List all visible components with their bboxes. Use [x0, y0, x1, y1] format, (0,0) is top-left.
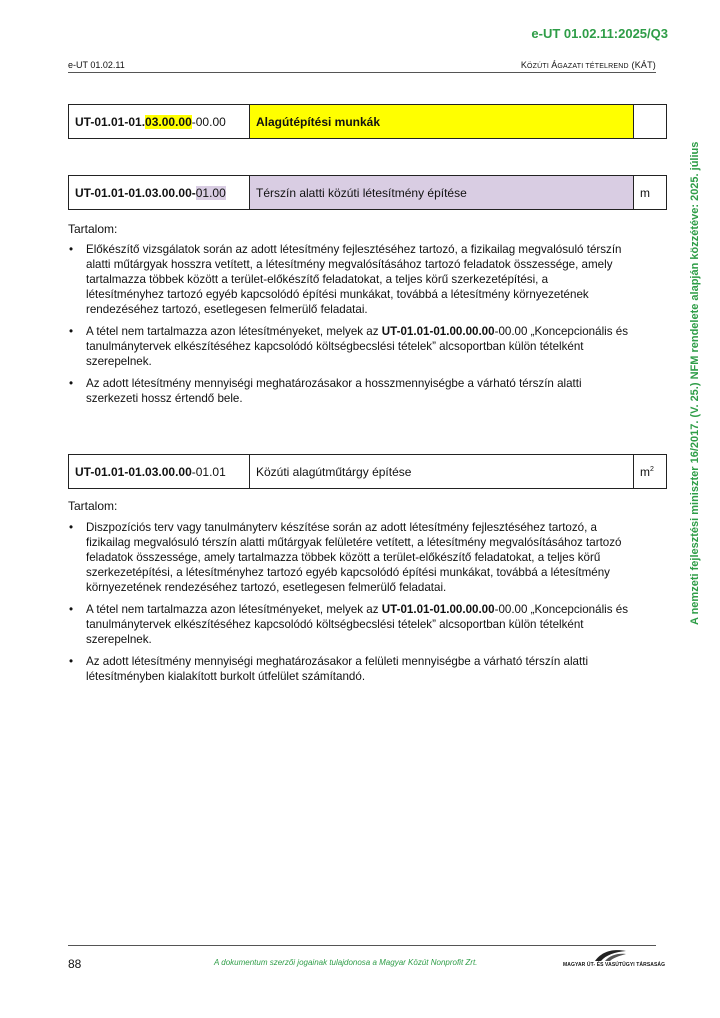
item-code: UT-01.01-01.03.00.00-00.00 [69, 105, 250, 139]
section-label: Tartalom: [68, 222, 118, 236]
item-title: Közúti alagútműtárgy építése [250, 455, 634, 489]
company-logo [563, 948, 666, 970]
section-label: Tartalom: [68, 499, 118, 513]
list-item: • A tétel nem tartalmazza azon létesítményeket, melyek az UT-01.01-01.00.00.00-00.00 „Koncepcionális és tanulmánytervek elkészítéséhez kapcsolódó költségbecslési tételek” alcsoportban külön tételként szerepelnek. [68, 602, 628, 647]
item-row-tunnel-works [68, 104, 667, 139]
header-left-code: e-UT 01.02.11 [68, 60, 125, 70]
page-number: 88 [68, 957, 82, 971]
list-item: • Diszpozíciós terv vagy tanulmányterv készítése során az adott létesítmény fejlesztéséhez tartozó, a fizikailag megvalósuló térszín alatti műtárgyak felületére vetített, a létesítmény megvalósításához tartozó feladatok összessége, amely tartalmazza többek között a terület-előkészítő feladatokat, a teljes körű szerkezetépítési, a létesítményhez tartozó egyéb kapcsolódó építési munkákat, továbbá a létesítmény környezetének rendezéséhez tartozó, esetlegesen felmerülő feladatai. [68, 520, 628, 595]
list-item: • Az adott létesítmény mennyiségi meghatározásakor a felületi mennyiségbe a várható térszín alatti létesítményben kialakított burkolt útfelület számítandó. [68, 654, 628, 684]
header-right-title: KÖZÚTI ÁGAZATI TÉTELREND (KÁT) [520, 60, 656, 70]
list-item: • Az adott létesítmény mennyiségi meghatározásakor a hosszmennyiségbe a várható térszín alatti szerkezeti hossz értendő bele. [68, 376, 628, 406]
item-code: UT-01.01-01.03.00.00-01.01 [69, 455, 250, 489]
item-unit: m [634, 176, 667, 210]
item-code: UT-01.01-01.03.00.00-01.00 [69, 176, 250, 210]
item-unit: $m^2$ [634, 455, 667, 489]
item-title: Térszín alatti közúti létesítmény építése [250, 176, 634, 210]
copyright-notice: A dokumentum szerzői jogainak tulajdonosa a Magyar Közút Nonprofit Zrt. [214, 958, 478, 967]
footer-rule [68, 945, 656, 946]
side-publication-note: A nemzeti fejlesztési miniszter 16/2017. (V. 25.) NFM rendelete alapján közzétéve: 2025. július [689, 141, 701, 625]
item-title: Alagútépítési munkák [250, 105, 634, 139]
document-code: e-UT 01.02.11:2025/Q3 [531, 26, 668, 41]
item-row-underground-road [68, 175, 667, 210]
item-row-road-tunnel [68, 454, 667, 489]
section2-bullet-list [68, 520, 628, 691]
logo-text: MAGYAR ÚT- ÉS VASÚTÜGYI TÁRSASÁG [563, 962, 666, 968]
header-rule [68, 72, 656, 73]
list-item: • A tétel nem tartalmazza azon létesítményeket, melyek az UT-01.01-01.00.00.00-00.00 „Koncepcionális és tanulmánytervek elkészítéséhez kapcsolódó költségbecslési tételek” alcsoportban külön tételként szerepelnek. [68, 324, 628, 369]
road-swoosh-icon [593, 948, 627, 962]
section1-bullet-list [68, 242, 628, 413]
list-item: • Előkészítő vizsgálatok során az adott létesítmény fejlesztéséhez tartozó, a fizikailag megvalósuló térszín alatti műtárgyak hosszra vetített, a létesítmény megvalósításához tartozó feladatok összessége, amely tartalmazza többek között a terület-előkészítő feladatokat, a teljes körű szerkezetépítési, a létesítményhez tartozó egyéb kapcsolódó építési munkákat, továbbá a létesítmény környezetének rendezéséhez tartozó, esetlegesen felmerülő feladatai. [68, 242, 628, 317]
item-unit [634, 105, 667, 139]
